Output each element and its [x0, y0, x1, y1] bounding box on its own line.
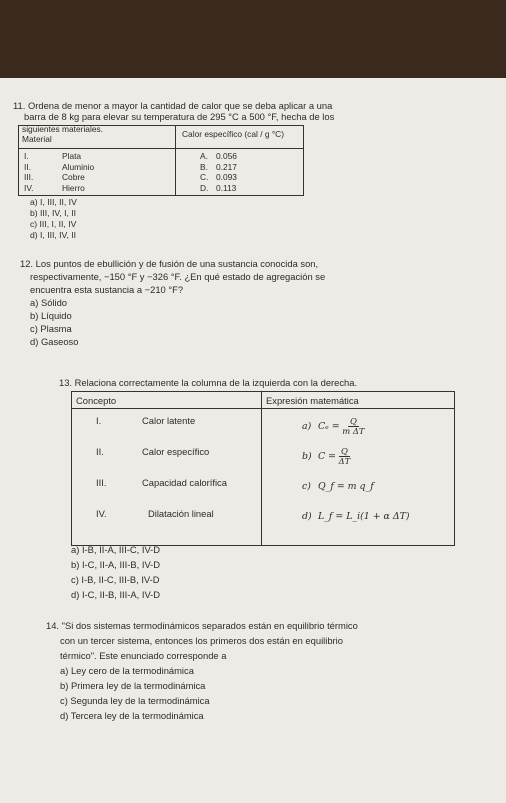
q11-material-header-cell [19, 126, 176, 149]
q11-text-line2: barra de 8 kg para elevar su temperatura de 295 °C a 500 °F, hecha de los [24, 111, 335, 122]
q14-text-line1: 14. "Si dos sistemas termodinámicos separados están en equilibrio térmico [46, 620, 358, 631]
q12-text-line2: respectivamente, −150 °F y −326 °F. ¿En qué estado de agregación se [30, 271, 326, 282]
q13-option-a[interactable]: a) I-B, II-A, III-C, IV-D [71, 544, 161, 555]
q13-text-line1: 13. Relaciona correctamente la columna de la izquierda con la derecha. [59, 377, 358, 388]
q13-concept-row: III. Capacidad calorífica [96, 477, 227, 488]
q11-material-row: III. Cobre [24, 172, 85, 182]
q11-value-row: D. 0.113 [200, 182, 237, 193]
q13-expressions-cell [262, 409, 455, 546]
q11-value-row: A. 0.056 [200, 151, 237, 161]
q11-option-d[interactable]: d) I, III, IV, II [30, 230, 77, 240]
q11-option-c[interactable]: c) III, I, II, IV [30, 219, 77, 229]
q11-materials-cell [19, 149, 176, 196]
q14-text-line2: con un tercer sistema, entonces los primeros dos están en equilibrio [60, 635, 343, 646]
q13-expression-a: a) Cₑ = $\frac{Q}{\text{m ΔT}}$ [302, 415, 365, 436]
q11-material-header: Material [22, 134, 52, 144]
q11-material-row: II. Aluminio [24, 161, 95, 172]
q11-value-row: C. 0.093 [200, 172, 237, 182]
q13-option-b[interactable]: b) I-C, II-A, III-B, IV-D [71, 559, 161, 570]
q13-expression-c: c) Q_f = m q_f [302, 481, 374, 492]
q13-expression-b: b) C = $\frac{Q}{\Delta T}$ [302, 446, 351, 466]
q11-specific-heat-header: Calor específico (cal / g °C) [176, 126, 304, 149]
q12-text-line3: encuentra esta sustancia a −210 °F? [30, 284, 184, 295]
q12-option-c[interactable]: c) Plasma [30, 323, 72, 334]
q13-header-concept: Concepto [72, 392, 262, 409]
q13-concept-row: I. Calor latente [96, 415, 196, 426]
q11-value-row: B. 0.217 [200, 161, 237, 172]
q13-option-d[interactable]: d) I-C, II-B, III-A, IV-D [71, 589, 161, 600]
q12-option-b[interactable]: b) Líquido [30, 310, 72, 321]
q11-material-row: I. Plata [24, 151, 82, 161]
q14-option-b[interactable]: b) Primera ley de la termodinámica [60, 680, 206, 691]
q13-matching-table [71, 391, 455, 546]
q14-option-d[interactable]: d) Tercera ley de la termodinámica [60, 710, 204, 721]
q11-intro-line3: siguientes materiales. [22, 124, 103, 134]
q11-material-row: IV. Hierro [24, 182, 85, 193]
q11-materials-table [18, 125, 304, 196]
worksheet-page [0, 78, 506, 803]
q11-values-cell [176, 149, 304, 196]
q11-option-b[interactable]: b) III, IV, I, II [30, 208, 77, 218]
q11-option-a[interactable]: a) I, III, II, IV [30, 197, 77, 207]
q14-text-line3: térmico". Este enunciado corresponde a [60, 650, 227, 661]
q13-option-c[interactable]: c) I-B, II-C, III-B, IV-D [71, 574, 160, 585]
q14-option-c[interactable]: c) Segunda ley de la termodinámica [60, 695, 210, 706]
q13-concept-row: IV. Dilatación lineal [96, 508, 214, 519]
q13-concepts-cell [72, 409, 262, 546]
q11-text-line1: 11. Ordena de menor a mayor la cantidad de calor que se deba aplicar a una [13, 100, 333, 111]
q12-option-d[interactable]: d) Gaseoso [30, 336, 79, 347]
q13-concept-row: II. Calor específico [96, 446, 210, 457]
q13-header-expression: Expresión matemática [262, 392, 455, 409]
q12-text-line1: 12. Los puntos de ebullición y de fusión de una sustancia conocida son, [20, 258, 319, 269]
q12-option-a[interactable]: a) Sólido [30, 297, 68, 308]
q14-option-a[interactable]: a) Ley cero de la termodinámica [60, 665, 194, 676]
q13-expression-d: d) L_f = L_i(1 + α ΔT) [302, 510, 410, 522]
